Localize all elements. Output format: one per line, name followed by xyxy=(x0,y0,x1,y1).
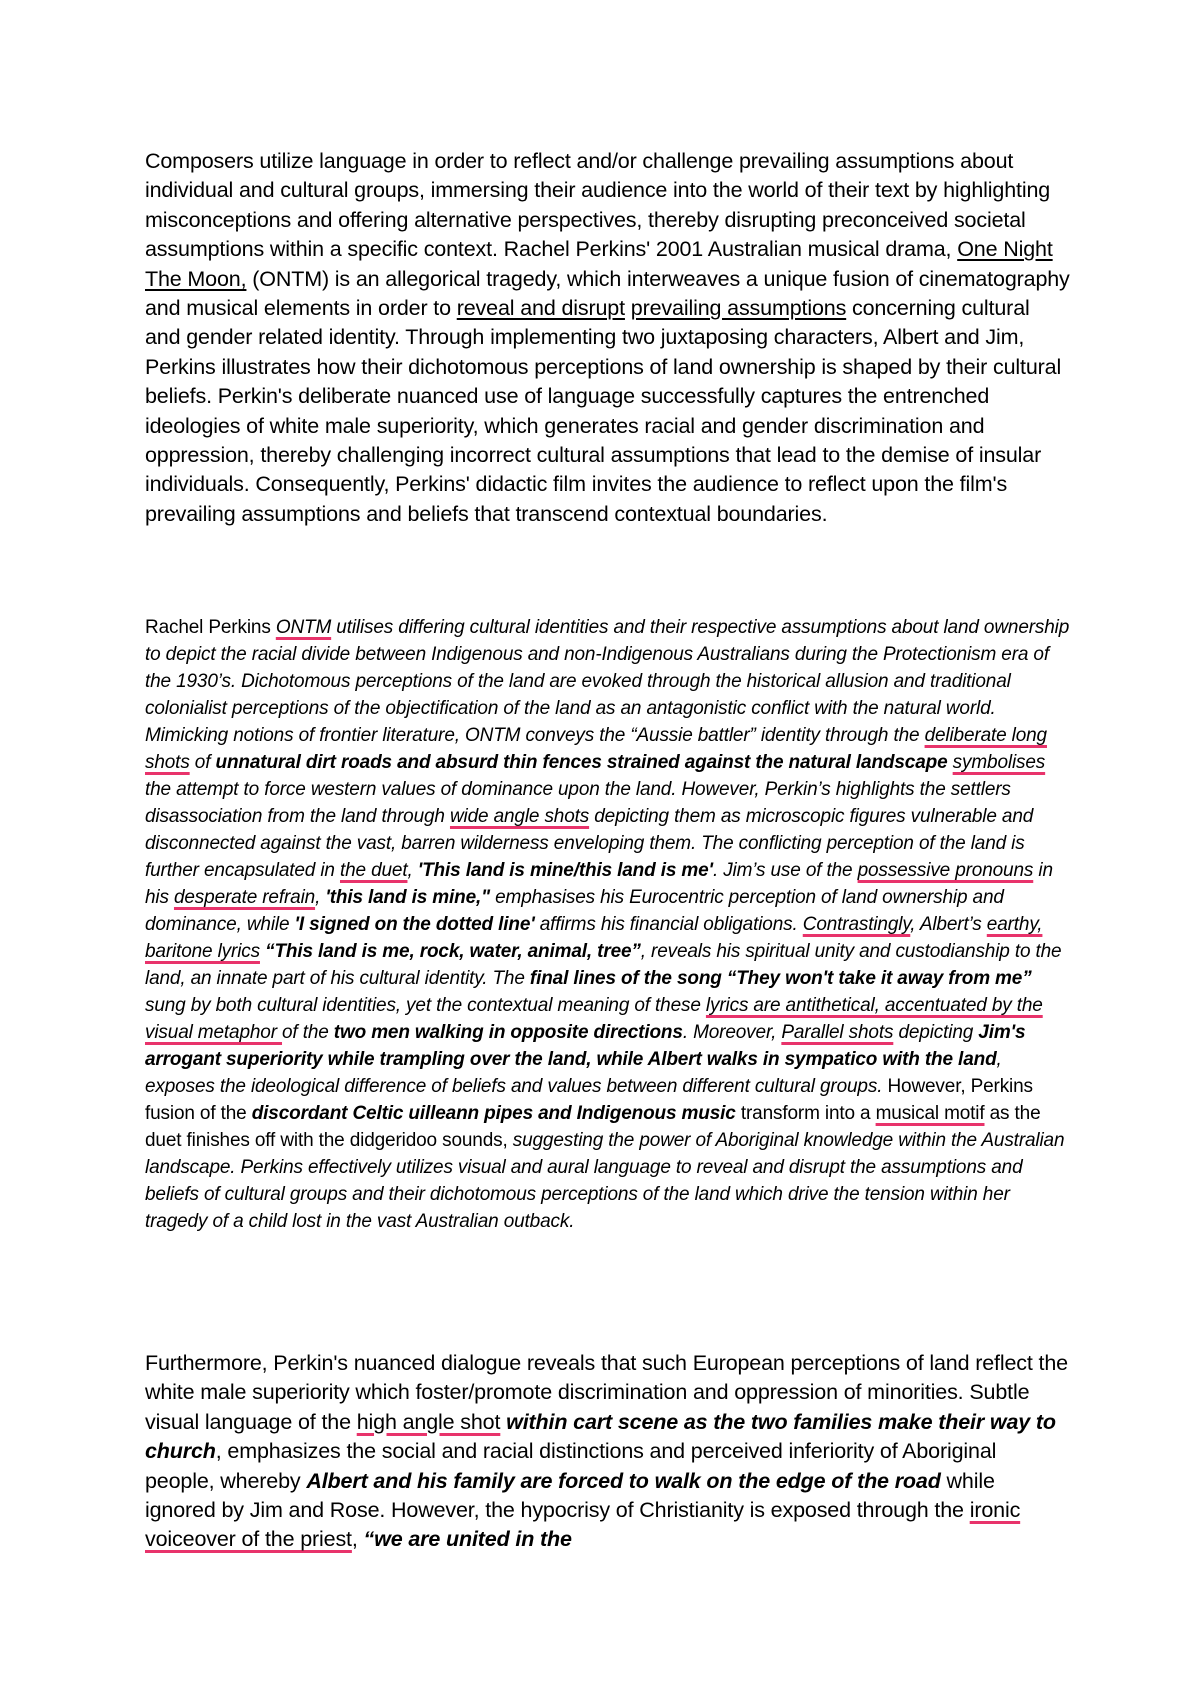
highlighted-phrase: symbolises xyxy=(952,752,1046,773)
bold-quote: final lines of the song “They won't take it away from me” xyxy=(529,968,1032,989)
text-run: suggesting the power of Aboriginal knowledge within the Australian landscape. Perkins effectively utilizes visual and aural language to reveal and disrupt the assumptions and beliefs of cultural groups and their dichotomous perceptions of the land which drive the tension within her tragedy of a child lost in the vast Australian outback. xyxy=(145,1130,1065,1232)
text-run: sung by both cultural identities, yet the contextual meaning of these xyxy=(145,995,706,1016)
text-run: , xyxy=(315,887,326,908)
text-run: Rachel Perkins xyxy=(145,617,276,638)
highlighted-phrase: possessive pronouns xyxy=(857,860,1034,881)
highlighted-phrase: lyrics are antithetical, accentuated by the visual metaphor xyxy=(145,995,1043,1043)
text-run: Furthermore, Perkin's nuanced dialogue reveals that such European perceptions of land reflect the white male superiority which foster/promote discrimination and oppression of minorities. Subtle visual language of the xyxy=(145,1351,1068,1434)
bold-quote: “This land is me, rock, water, animal, tree” xyxy=(265,941,641,962)
underlined-phrase: prevailing assumptions xyxy=(630,296,847,321)
bold-quote: two men walking in opposite directions xyxy=(333,1022,683,1043)
text-run: depicting xyxy=(893,1022,979,1043)
text-run: However, Perkins fusion of the xyxy=(145,1076,1033,1124)
text-run: Composers utilize language in order to reflect and/or challenge prevailing assumptions about individual and cultural groups, immersing their audience into the world of their text by highlighting misconceptions and offering alternative perspectives, thereby disrupting preconceived societal assumptions within a specific context. Rachel Perkins' 2001 Australian musical drama, xyxy=(145,149,1051,262)
text-run: affirms his financial obligations. xyxy=(534,914,803,935)
introduction-paragraph xyxy=(145,147,1070,529)
text-run: concerning cultural and gender related identity. Through implementing two juxtaposing characters, Albert and Jim, Perkins illustrates how their dichotomous perceptions of land ownership is shaped by their cultural beliefs. Perkin's deliberate nuanced use of language successfully captures the entrenched ideologies of white male superiority, which generates racial and gender discrimination and oppression, thereby challenging incorrect cultural assumptions that lead to the demise of insular individuals. Consequently, Perkins' didactic film invites the audience to reflect upon the film's prevailing assumptions and beliefs that transcend contextual boundaries. xyxy=(145,296,1062,526)
text-run: , emphasizes the social and racial distinctions and perceived inferiority of Aboriginal people, whereby xyxy=(145,1439,997,1493)
text-run: transform into a xyxy=(735,1103,876,1124)
text-run: as the duet finishes off with the didgeridoo sounds, xyxy=(145,1103,1041,1151)
text-run: , exposes the ideological difference of beliefs and values between different cultural groups. xyxy=(145,1049,1002,1097)
text-run: , xyxy=(407,860,418,881)
bold-quote: Albert and his family are forced to walk on the edge of the road xyxy=(306,1468,941,1493)
underlined-phrase: reveal and disrupt xyxy=(456,296,625,321)
body-paragraph-land-ownership xyxy=(145,614,1070,1235)
bold-quote: 'This land is mine/this land is me' xyxy=(417,860,713,881)
text-run: . Jim’s use of the xyxy=(712,860,858,881)
highlighted-phrase: earthy, baritone lyrics xyxy=(145,914,1043,962)
highlighted-phrase: ironic voiceover of the priest xyxy=(145,1498,1021,1552)
text-run: (ONTM) is an allegorical tragedy, which interweaves a unique fusion of cinematography and musical elements in order to xyxy=(145,266,1070,321)
film-title-underlined: One Night The Moon, xyxy=(145,237,1053,291)
text-run: , xyxy=(351,1527,364,1552)
text-run: of the xyxy=(282,1022,334,1043)
text-run: utilises differing cultural identities and their respective assumptions about land ownership to depict the racial divide between Indigenous and non-Indigenous Australians during the Protectionism era of the 1930’s. Dichotomous perceptions of the land are evoked through the historical allusion and traditional colonialist perceptions of the objectification of the land as an antagonistic conflict with the natural world. Mimicking notions of frontier literature, ONTM conveys the “Aussie battler” identity through the xyxy=(145,617,1070,746)
text-run: , Albert’s xyxy=(910,914,987,935)
highlighted-phrase: ONTM xyxy=(275,617,332,638)
text-run: , reveals his spiritual unity and custodianship to the land, an innate part of his cultural identity. The xyxy=(145,941,1062,989)
highlighted-phrase: desperate refrain xyxy=(173,887,316,908)
highlighted-phrase: wide angle shots xyxy=(449,806,590,827)
text-run: . Moreover, xyxy=(682,1022,782,1043)
bold-quote: within cart scene as the two families make their way to church xyxy=(145,1409,1056,1464)
bold-quote: “we are united in the xyxy=(363,1527,572,1552)
highlighted-phrase: the duet xyxy=(339,860,408,881)
text-run: of xyxy=(189,752,216,773)
body-paragraph-superiority xyxy=(145,1349,1070,1555)
highlighted-phrase: high angle shot xyxy=(356,1409,501,1434)
highlighted-phrase: Parallel shots xyxy=(781,1022,894,1043)
bold-quote: 'this land is mine," xyxy=(325,887,490,908)
bold-quote: 'I signed on the dotted line' xyxy=(294,914,535,935)
text-run: the attempt to force western values of dominance upon the land. However, Perkin’s highlights the settlers disassociation from the land through xyxy=(145,779,1011,827)
highlighted-phrase: musical motif xyxy=(875,1103,985,1124)
text-run: depicting them as microscopic figures vulnerable and disconnected against the vast, barren wilderness enveloping them. The conflicting perception of the land is further encapsulated in xyxy=(145,806,1034,881)
bold-quote: unnatural dirt roads and absurd thin fences strained against the natural landscape xyxy=(215,752,948,773)
text-run: while ignored by Jim and Rose. However, the hypocrisy of Christianity is exposed through the xyxy=(145,1468,995,1523)
highlighted-phrase: deliberate long shots xyxy=(145,725,1047,773)
bold-quote: discordant Celtic uilleann pipes and Indigenous music xyxy=(251,1103,736,1124)
text-run: in his xyxy=(145,860,1053,908)
highlighted-phrase: Contrastingly xyxy=(802,914,911,935)
text-run: emphasises his Eurocentric perception of land ownership and dominance, while xyxy=(145,887,1004,935)
bold-quote: Jim's arrogant superiority while trampling over the land, while Albert walks in sympatico with the land xyxy=(145,1022,1026,1070)
